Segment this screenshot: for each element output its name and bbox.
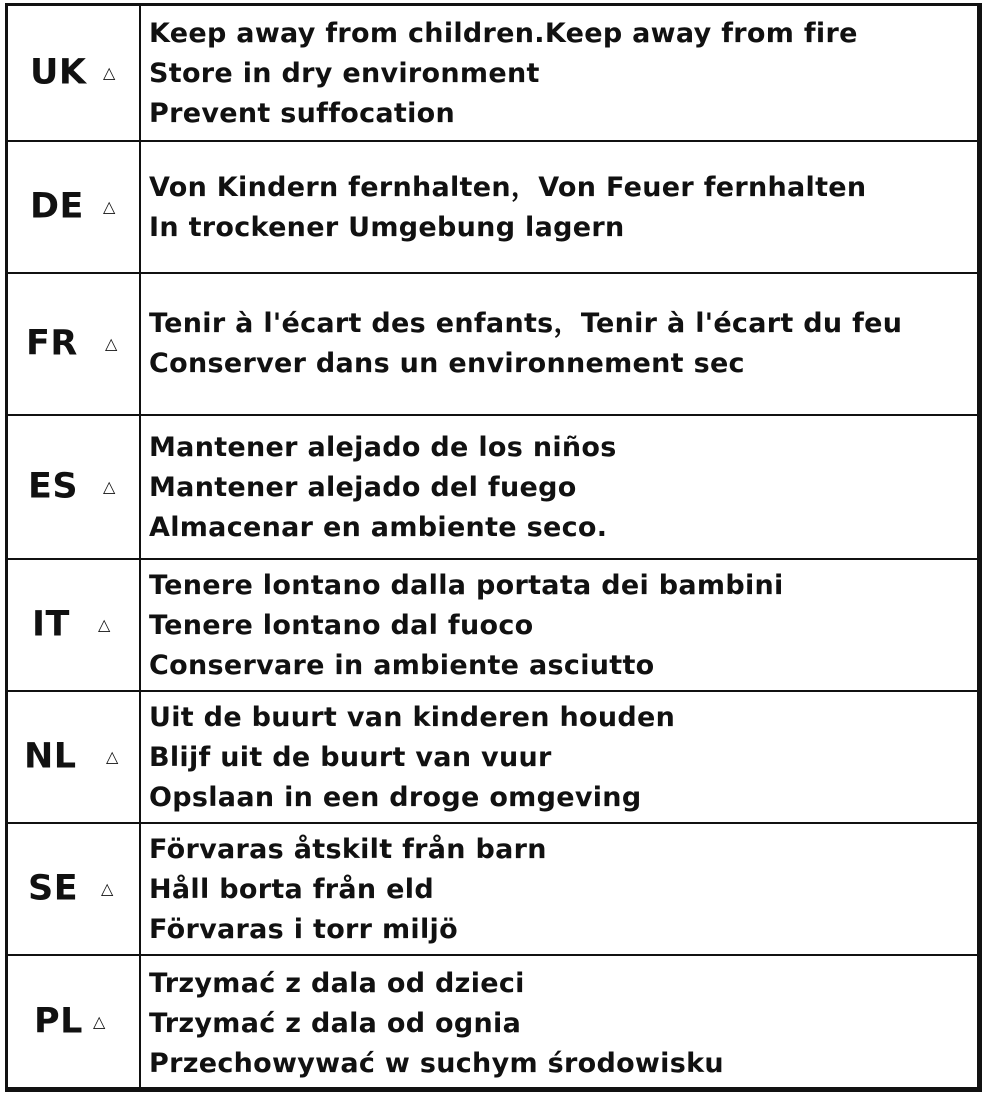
warning-line: Mantener alejado del fuego [149, 472, 577, 503]
language-cell [8, 6, 141, 140]
table-row-fr [8, 274, 977, 416]
warning-line: Uit de buurt van kinderen houden [149, 702, 676, 733]
warning-text-cell [149, 692, 973, 822]
table-row-de [8, 142, 977, 274]
language-code: PL [34, 1001, 83, 1041]
table-row-it [8, 560, 977, 692]
warning-triangle-icon: △ [98, 615, 111, 634]
language-code: IT [32, 604, 70, 645]
warning-line: Trzymać z dala od dzieci [149, 968, 525, 999]
warning-line: Tenere lontano dal fuoco [149, 610, 534, 641]
language-code: NL [24, 736, 77, 777]
warning-line: Trzymać z dala od ognia [149, 1008, 522, 1039]
warning-line: In trockener Umgebung lagern [149, 212, 625, 243]
warning-text-cell [149, 956, 973, 1087]
language-cell [8, 692, 141, 822]
language-cell [8, 416, 141, 558]
language-cell [8, 956, 141, 1087]
warning-text-cell [149, 560, 973, 690]
warning-line: Conservare in ambiente asciutto [149, 650, 655, 681]
table-row-nl [8, 692, 977, 824]
warning-line: Almacenar en ambiente seco. [149, 512, 608, 543]
warning-triangle-icon: △ [103, 477, 116, 496]
warning-text-cell [149, 6, 973, 140]
language-cell [8, 142, 141, 272]
table-row-es [8, 416, 977, 560]
table-row-se [8, 824, 977, 956]
warning-text-cell [149, 416, 973, 558]
warning-line: Keep away from children.Keep away from fire [149, 18, 858, 49]
warning-line: Håll borta från eld [149, 874, 434, 905]
language-code: DE [30, 186, 84, 227]
warning-line: Opslaan in een droge omgeving [149, 782, 642, 813]
warning-triangle-icon: △ [103, 63, 116, 82]
warning-line: Förvaras åtskilt från barn [149, 834, 547, 865]
warning-text-cell [149, 274, 973, 414]
warning-line: Conserver dans un environnement sec [149, 348, 745, 379]
warning-line: Prevent suffocation [149, 98, 456, 129]
warning-line: Tenir à l'écart des enfants，Tenir à l'écart du feu [149, 308, 903, 339]
language-code: ES [28, 466, 79, 507]
warning-triangle-icon: △ [93, 1011, 106, 1031]
table-row-uk [8, 6, 977, 142]
language-code: FR [26, 323, 78, 364]
warning-triangle-icon: △ [103, 197, 116, 216]
warning-line: Mantener alejado de los niños [149, 432, 617, 463]
warning-triangle-icon: △ [101, 879, 114, 898]
warning-line: Tenere lontano dalla portata dei bambini [149, 570, 784, 601]
warning-line: Store in dry environment [149, 58, 540, 89]
language-code: UK [30, 52, 87, 93]
language-cell [8, 560, 141, 690]
language-code: SE [28, 868, 79, 909]
warning-text-cell [149, 824, 973, 954]
warning-table [5, 3, 982, 1092]
warning-triangle-icon: △ [105, 334, 118, 353]
warning-text-cell [149, 142, 973, 272]
table-row-pl [8, 956, 977, 1087]
language-cell [8, 274, 141, 414]
language-cell [8, 824, 141, 954]
warning-line: Von Kindern fernhalten，Von Feuer fernhalten [149, 172, 867, 203]
warning-triangle-icon: △ [106, 747, 119, 766]
warning-line: Förvaras i torr miljö [149, 914, 458, 945]
warning-line: Blijf uit de buurt van vuur [149, 742, 552, 773]
warning-line: Przechowywać w suchym środowisku [149, 1048, 724, 1079]
